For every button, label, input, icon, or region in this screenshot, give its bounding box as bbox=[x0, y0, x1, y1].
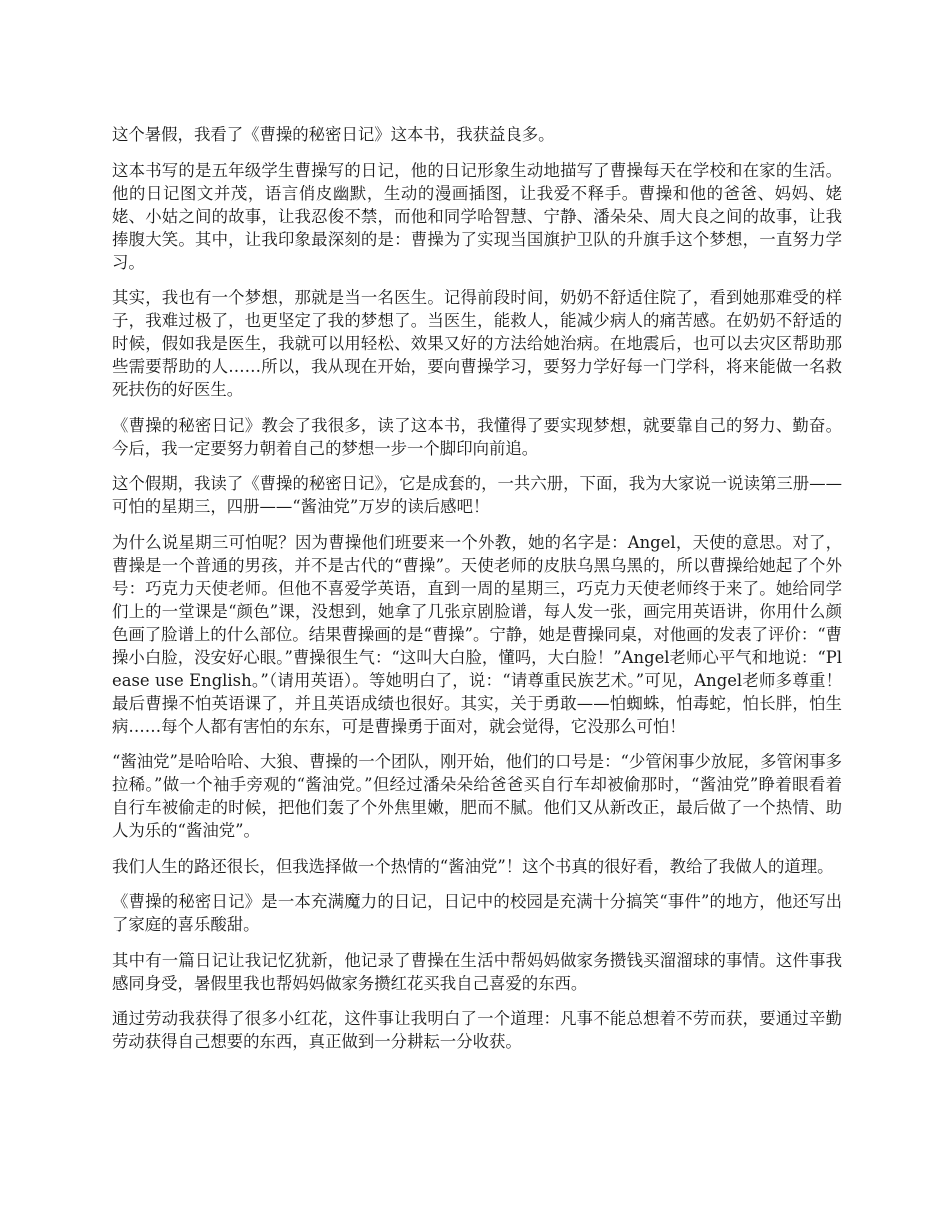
paragraph-4: 《曹操的秘密日记》教会了我很多，读了这本书，我懂得了要实现梦想，就要靠自己的努力、勤奋。今后，我一定要努力朝着自己的梦想一步一个脚印向前追。 bbox=[112, 415, 842, 458]
paragraph-5: 这个假期，我读了《曹操的秘密日记》，它是成套的，一共六册，下面，我为大家说一说读第三册——可怕的星期三，四册——“酱油党”万岁的读后感吧！ bbox=[112, 474, 842, 516]
paragraph-11: 通过劳动我获得了很多小红花，这件事让我明白了一个道理：凡事不能总想着不劳而获，要通过辛勤劳动获得自己想要的东西，真正做到一分耕耘一分收获。 bbox=[112, 1009, 842, 1051]
paragraph-1: 这个暑假，我看了《曹操的秘密日记》这本书，我获益良多。 bbox=[112, 125, 555, 144]
paragraph-6: 为什么说星期三可怕呢？因为曹操他们班要来一个外教，她的名字是：Angel，天使的意思。对了，曹操是一个普通的男孩，并不是古代的“曹操”。天使老师的皮肤乌黑乌黑的，所以曹操给她起了个外号：巧克力天使老师。但他不喜爱学英语，直到一周的星期三，巧克力天使老师终于来了。她给同学们上的一堂课是“颜色”课，没想到，她拿了几张京剧脸谱，每人发一张，画完用英语讲，你用什么颜色画了脸谱上的什么部位。结果曹操画的是“曹操”。宁静，她是曹操同桌，对他画的发表了评价：“曹操小白脸，没安好心眼。”曹操很生气：“这叫大白脸，懂吗，大白脸！”Angel老师心平气和地说：“Please use English。”（请用英语）。等她明白了，说：“请尊重民族艺术。”可见，Angel老师多尊重！最后曹操不怕英语课了，并且英语成绩也很好。其实，关于勇敢——怕蜘蛛，怕毒蛇，怕长胖，怕生病……每个人都有害怕的东东，可是曹操勇于面对，就会觉得，它没那么可怕！ bbox=[112, 532, 842, 736]
paragraph-10: 其中有一篇日记让我记忆犹新，他记录了曹操在生活中帮妈妈做家务攒钱买溜溜球的事情。这件事我感同身受，暑假里我也帮妈妈做家务攒红花买我自己喜爱的东西。 bbox=[112, 950, 842, 993]
paragraph-2: 这本书写的是五年级学生曹操写的日记，他的日记形象生动地描写了曹操每天在学校和在家的生活。他的日记图文并茂，语言俏皮幽默，生动的漫画插图，让我爱不释手。曹操和他的爸爸、妈妈、姥姥、小姑之间的故事，让我忍俊不禁，而他和同学哈智慧、宁静、潘朵朵、周大良之间的故事，让我捧腹大笑。其中，让我印象最深刻的是：曹操为了实现当国旗护卫队的升旗手这个梦想，一直努力学习。 bbox=[112, 160, 842, 272]
paragraph-8: 我们人生的路还很长，但我选择做一个热情的“酱油党”！这个书真的很好看，教给了我做人的道理。 bbox=[112, 856, 834, 876]
paragraph-9: 《曹操的秘密日记》是一本充满魔力的日记，日记中的校园是充满十分搞笑“事件”的地方，他还写出了家庭的喜乐酸甜。 bbox=[112, 892, 842, 934]
paragraph-3: 其实，我也有一个梦想，那就是当一名医生。记得前段时间，奶奶不舒适住院了，看到她那难受的样子，我难过极了，也更坚定了我的梦想了。当医生，能救人，能减少病人的痛苦感。在奶奶不舒适的时候，假如我是医生，我就可以用轻松、效果又好的方法给她治病。在地震后，也可以去灾区帮助那些需要帮助的人……所以，我从现在开始，要向曹操学习，要努力学好每一门学科，将来能做一名救死扶伤的好医生。 bbox=[112, 288, 842, 399]
paragraph-7: “酱油党”是哈哈哈、大狼、曹操的一个团队，刚开始，他们的口号是：“少管闲事少放屁，多管闲事多拉稀。”做一个袖手旁观的“酱油党。”但经过潘朵朵给爸爸买自行车却被偷那时，“酱油党”睁着眼看着自行车被偷走的时候，把他们轰了个外焦里嫩，肥而不腻。他们又从新改正，最后做了一个热情、助人为乐的“酱油党”。 bbox=[112, 752, 842, 840]
